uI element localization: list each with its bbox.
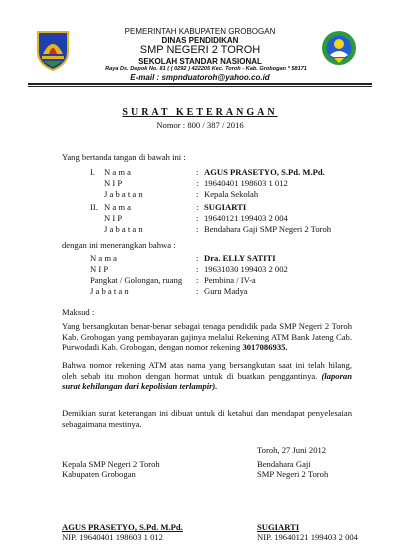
account-number: 3017086935. <box>242 342 288 353</box>
tut-wuri-handayani-logo-icon <box>320 29 358 69</box>
field-label: N a m a <box>104 167 131 177</box>
colon: : <box>196 275 199 285</box>
document-number: Nomor : 800 / 387 / 2016 <box>156 120 244 130</box>
colon: : <box>196 178 199 188</box>
email-label: E-mail : <box>130 73 160 82</box>
party-2-nip: 19640121 199403 2 004 <box>204 213 288 223</box>
email-address: smpnduatoroh@yahoo.co.id <box>161 73 270 82</box>
colon: : <box>196 286 199 296</box>
field-label: N I P <box>90 264 109 274</box>
colon: : <box>196 253 199 263</box>
header-email-line <box>0 73 400 82</box>
party-1-number: I. <box>90 167 96 177</box>
colon: : <box>196 264 199 274</box>
colon: : <box>196 167 199 177</box>
party-2-position: Bendahara Gaji SMP Negeri 2 Toroh <box>204 224 332 234</box>
letterhead-rule-thick <box>28 83 372 85</box>
paragraph-1-text: Yang bersangkutan benar-benar sebagai tenaga pendidik pada SMP Negeri 2 Toroh Kab. Grobogan yang pembayaran gajinya melalui Rekening ATM Bank Jateng Cab. Purwodadi Kab. Grobogan, dengan nomor rekening <box>62 321 352 353</box>
party-1-position: Kepala Sekolah <box>204 189 259 199</box>
signer-left-nip: NIP. 19640401 198603 1 012 <box>62 532 163 542</box>
field-label: N I P <box>104 213 123 223</box>
subject-position: Guru Madya <box>204 286 248 296</box>
header-school-status: SEKOLAH STANDAR NASIONAL <box>138 57 262 66</box>
attachment-note: (laporan surat kehilangan dari kepolisian terlampir). <box>62 370 352 392</box>
header-address: Raya Ds. Depok No. 81 ( ( 0292 ) 422205 Kec. Toroh - Kab. Grobogan * 58171 <box>105 66 307 72</box>
field-label: Pangkat / Golongan, ruang <box>90 275 183 285</box>
paragraph-1 <box>62 321 352 353</box>
colon: : <box>196 213 199 223</box>
paragraph-2-text: Bahwa nomor rekening ATM atas nama yang bersangkutan saat ini telah hilang, oleh sebab itu mohon dengan hormat untuk di buatkan penggantinya. <box>62 360 352 381</box>
field-label: N I P <box>104 178 123 188</box>
header-school-name: SMP NEGERI 2 TOROH <box>139 44 261 56</box>
colon: : <box>196 189 199 199</box>
intro-text: Yang bertanda tangan di bawah ini : <box>62 152 186 162</box>
letterhead-rule-thin <box>28 86 372 87</box>
header-department: DINAS PENDIDIKAN <box>161 36 239 45</box>
field-label: J a b a t a n <box>104 189 143 199</box>
signer-left-role: Kepala SMP Negeri 2 Toroh <box>62 459 160 469</box>
paragraph-2 <box>62 360 352 392</box>
party-2-name: SUGIARTI <box>204 202 247 212</box>
party-1-name: AGUS PRASETYO, S.Pd. M.Pd. <box>204 167 325 177</box>
colon: : <box>196 202 199 212</box>
signer-right-nip: NIP. 19640121 199403 2 004 <box>257 532 358 542</box>
document-title: SURAT KETERANGAN <box>122 107 278 118</box>
purpose-heading: Maksud : <box>62 307 95 317</box>
paragraph-3: Demikian surat keterangan ini dibuat untuk di ketahui dan mendapat penyelesaian sebagaimana mestinya. <box>62 408 352 429</box>
signer-left-name: AGUS PRASETYO, S.Pd. M.Pd. <box>62 522 183 532</box>
field-label: J a b a t a n <box>90 286 129 296</box>
signer-left-role-2: Kabupaten Grobogan <box>62 469 136 479</box>
signer-right-name: SUGIARTI <box>257 522 300 532</box>
header-government: PEMERINTAH KABUPATEN GROBOGAN <box>124 27 276 36</box>
field-label: J a b a t a n <box>104 224 143 234</box>
subject-rank: Pembina / IV-a <box>204 275 256 285</box>
signer-right-role-2: SMP Negeri 2 Toroh <box>257 469 329 479</box>
statement-text: dengan ini menerangkan bahwa : <box>62 240 176 250</box>
party-2-number: II. <box>90 202 98 212</box>
place-date: Toroh, 27 Juni 2012 <box>257 445 327 455</box>
subject-name: Dra. ELLY SATITI <box>204 253 276 263</box>
field-label: N a m a <box>90 253 117 263</box>
party-1-nip: 19640401 198603 1 012 <box>204 178 288 188</box>
colon: : <box>196 224 199 234</box>
subject-nip: 19631030 199403 2 002 <box>204 264 288 274</box>
signer-right-role: Bendahara Gaji <box>257 459 311 469</box>
field-label: N a m a <box>104 202 131 212</box>
